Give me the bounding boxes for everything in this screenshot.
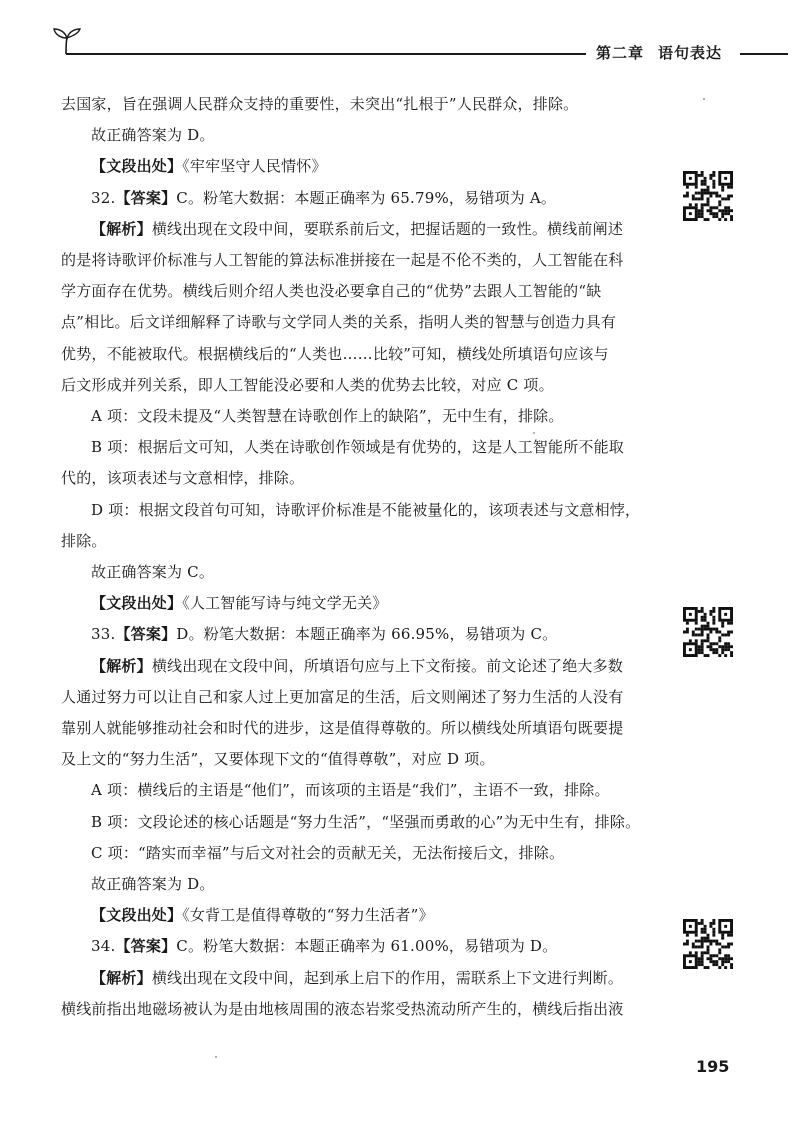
- body-text: [61, 89, 661, 1025]
- chapter-heading: [596, 42, 722, 63]
- text-line: [61, 619, 661, 650]
- line-text: 《人工智能写诗与纯文学无关》: [182, 594, 388, 613]
- text-line: [61, 994, 661, 1025]
- line-text: 《牢牢坚守人民情怀》: [182, 157, 327, 176]
- line-text: 点”相比。后文详细解释了诗歌与文学同人类的关系，指明人类的智慧与创造力具有: [61, 313, 617, 332]
- section-tag: 【文段出处】: [91, 906, 183, 925]
- answer-tag: 【答案】: [115, 937, 177, 956]
- text-line: [61, 807, 661, 838]
- line-text: 故正确答案为 C。: [91, 563, 215, 582]
- line-text: 学方面存在优势。横线后则介绍人类也没必要拿自己的“优势”去跟人工智能的“缺: [61, 282, 602, 301]
- text-line: [61, 307, 661, 338]
- text-line: [61, 495, 661, 526]
- line-text: 人通过努力可以让自己和家人过上更加富足的生活，后文则阐述了努力生活的人没有: [61, 687, 624, 706]
- line-text: 33.【答案】D。粉笔大数据：本题正确率为 66.95%，易错项为 C。: [91, 625, 558, 644]
- line-text: A 项：横线后的主语是“他们”，而该项的主语是“我们”，主语不一致，排除。: [91, 781, 610, 800]
- section-tag: 【解析】: [91, 968, 152, 987]
- line-text: 《女背工是值得尊敬的“努力生活者”》: [182, 906, 434, 925]
- text-line: [61, 214, 661, 245]
- qr-code-icon[interactable]: [683, 919, 733, 969]
- sprout-icon: [52, 26, 82, 56]
- page-header: [0, 0, 800, 70]
- line-text: 横线出现在文段中间，要联系前后文，把握话题的一致性。横线前阐述: [151, 219, 624, 238]
- line-text: 故正确答案为 D。: [91, 875, 215, 894]
- text-line: [61, 526, 661, 557]
- text-line: [61, 89, 661, 120]
- text-line: [61, 432, 661, 463]
- line-text: A 项：文段未提及“人类智慧在诗歌创作上的缺陷”，无中生有，排除。: [91, 407, 564, 426]
- scan-speck: [215, 1056, 217, 1058]
- line-text: 靠别人就能够推动社会和时代的进步，这是值得尊敬的。所以横线处所填语句既要提: [61, 719, 624, 738]
- text-line: [61, 339, 661, 370]
- line-text: 横线出现在文段中间，所填语句应与上下文衔接。前文论述了绝大多数: [151, 656, 624, 675]
- text-line: [61, 775, 661, 806]
- section-tag: 【解析】: [91, 219, 152, 238]
- line-text: 及上文的“努力生活”，又要体现下文的“值得尊敬”，对应 D 项。: [61, 750, 495, 769]
- text-line: [61, 682, 661, 713]
- section-tag: 【文段出处】: [91, 157, 183, 176]
- line-text: 去国家，旨在强调人民群众支持的重要性，未突出“扎根于”人民群众，排除。: [61, 95, 579, 113]
- text-line: [61, 120, 661, 151]
- answer-tag: 【答案】: [115, 625, 177, 644]
- text-line: [61, 370, 661, 401]
- qr-code-icon[interactable]: [683, 607, 733, 657]
- text-line: [61, 276, 661, 307]
- scan-speck: [703, 98, 705, 100]
- section-tag: 【解析】: [91, 656, 152, 675]
- line-text: 故正确答案为 D。: [91, 126, 215, 145]
- text-line: [61, 931, 661, 962]
- line-text: B 项：根据后文可知，人类在诗歌创作领域是有优势的，这是人工智能所不能取: [91, 438, 624, 457]
- header-rule-right: [740, 53, 788, 55]
- line-text: C 项：“踏实而幸福”与后文对社会的贡献无关，无法衔接后文，排除。: [91, 843, 565, 862]
- section-label: 语句表达: [658, 44, 723, 62]
- chapter-label: 第二章: [596, 44, 645, 62]
- line-text: 优势，不能被取代。根据横线后的“人类也……比较”可知，横线处所填语句应该与: [61, 344, 609, 363]
- text-line: [61, 151, 661, 182]
- line-text: 横线出现在文段中间，起到承上启下的作用，需联系上下文进行判断。: [151, 968, 624, 987]
- text-line: [61, 900, 661, 931]
- line-text: 横线前指出地磁场被认为是由地核周围的液态岩浆受热流动所产生的，横线后指出液: [61, 999, 624, 1018]
- answer-tag: 【答案】: [115, 188, 177, 207]
- line-text: B 项：文段论述的核心话题是“努力生活”，“坚强而勇敢的心”为无中生有，排除。: [91, 812, 641, 831]
- line-text: 排除。: [61, 531, 107, 550]
- text-line: [61, 838, 661, 869]
- line-text: 的是将诗歌评价标准与人工智能的算法标准拼接在一起是不伦不类的，人工智能在科: [61, 251, 624, 270]
- line-text: 后文形成并列关系，即人工智能没必要和人类的优势去比较，对应 C 项。: [61, 375, 554, 394]
- page-number: 195: [696, 1057, 730, 1076]
- text-line: [61, 557, 661, 588]
- text-line: [61, 963, 661, 994]
- section-tag: 【文段出处】: [91, 594, 183, 613]
- text-line: [61, 713, 661, 744]
- line-text: 32.【答案】C。粉笔大数据：本题正确率为 65.79%，易错项为 A。: [91, 188, 557, 207]
- text-line: [61, 463, 661, 494]
- line-text: 34.【答案】C。粉笔大数据：本题正确率为 61.00%，易错项为 D。: [91, 937, 558, 956]
- line-text: D 项：根据文段首句可知，诗歌评价标准是不能被量化的，该项表述与文意相悖，: [91, 500, 641, 519]
- text-line: [61, 401, 661, 432]
- text-line: [61, 245, 661, 276]
- header-rule-left: [66, 53, 586, 55]
- line-text: 代的，该项表述与文意相悖，排除。: [61, 469, 305, 488]
- scan-speck: [533, 432, 535, 434]
- text-line: [61, 651, 661, 682]
- text-line: [61, 869, 661, 900]
- text-line: [61, 183, 661, 214]
- text-line: [61, 588, 661, 619]
- qr-code-icon[interactable]: [683, 171, 733, 221]
- text-line: [61, 744, 661, 775]
